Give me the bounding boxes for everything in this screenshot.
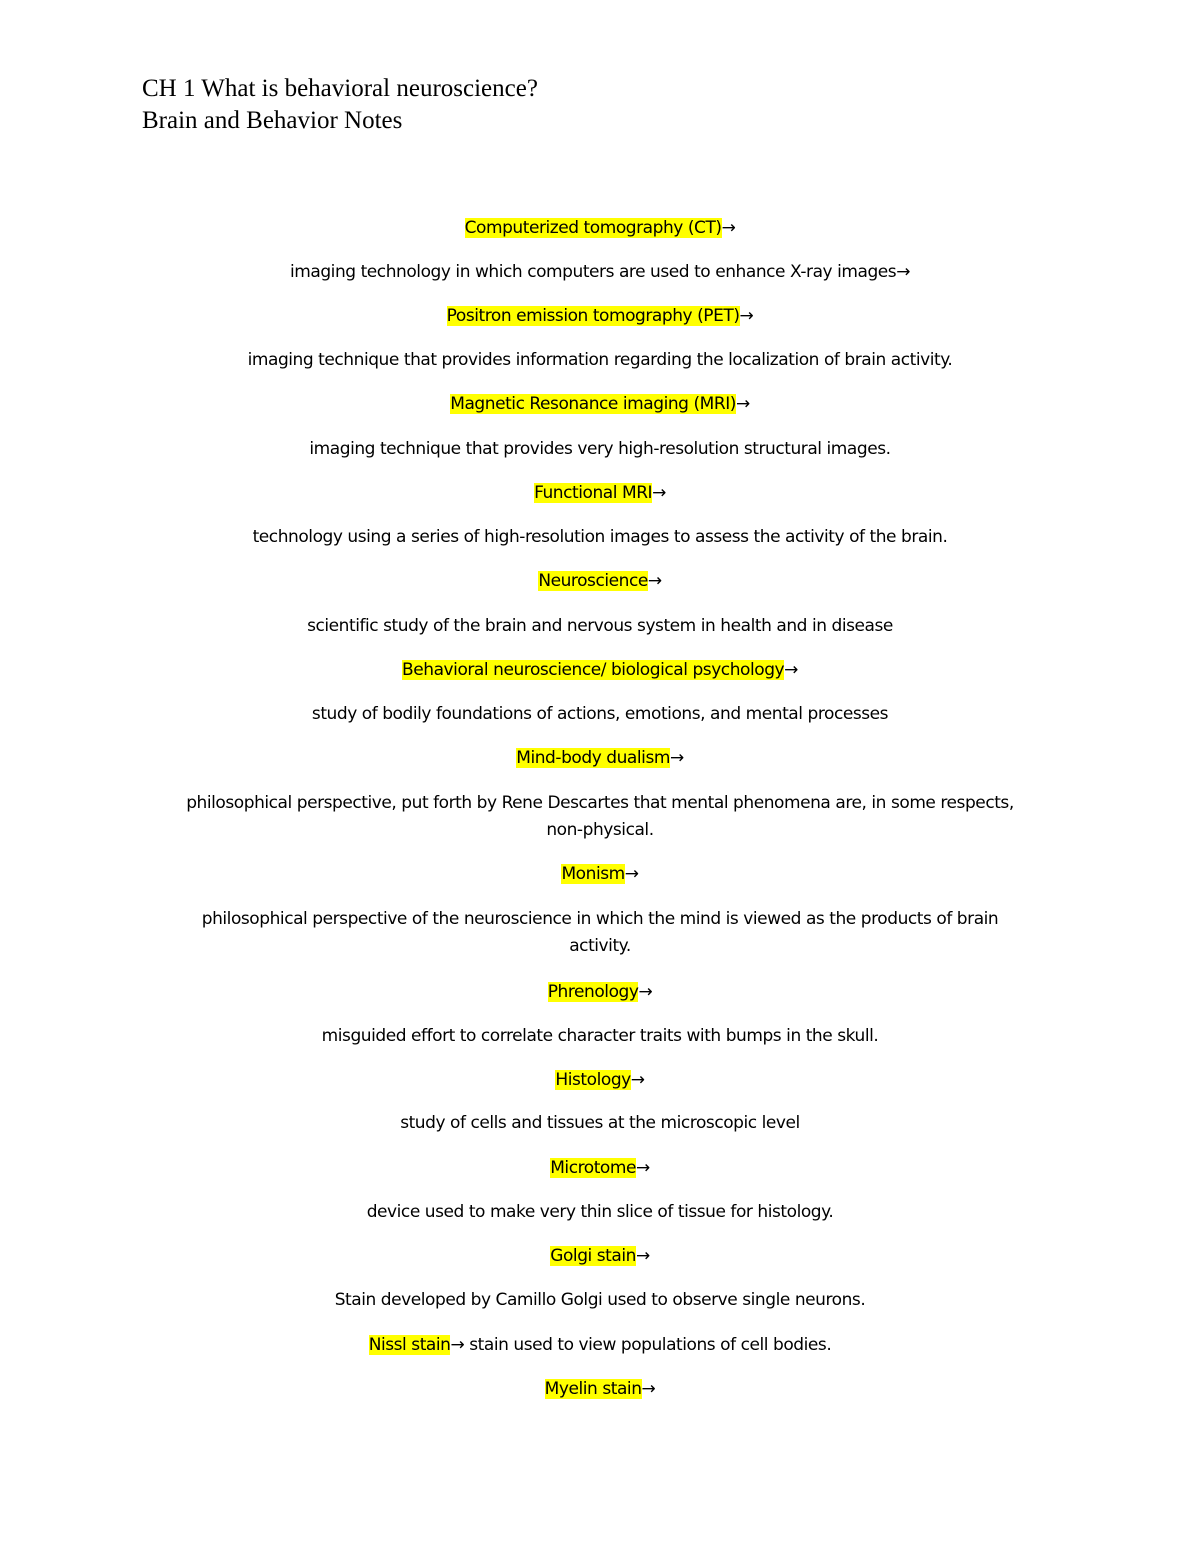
definition-text: study of bodily foundations of actions, emotions, and mental processes [311,704,889,724]
definition-text: activity. [569,936,631,956]
definition-mind-body-dualism-line2 [140,816,1060,844]
term-label: Nissl stain [368,1335,451,1355]
term-label: Monism [561,864,625,884]
arrow-icon: → [739,306,754,326]
term-behavioral-neuroscience [140,656,1060,684]
definition-text: stain used to view populations of cell bodies. [469,1335,832,1355]
term-label: Histology [555,1070,631,1090]
term-neuroscience [140,567,1060,595]
term-label: Phrenology [547,982,639,1002]
arrow-icon: → [735,394,750,414]
arrow-icon: → [669,748,684,768]
arrow-icon: → [630,1070,645,1090]
arrow-icon: → [721,218,736,238]
arrow-icon: → [624,864,639,884]
definition-mind-body-dualism-line1 [140,789,1060,817]
term-phrenology [140,978,1060,1006]
definition-text: imaging technology in which computers are used to enhance X-ray images [289,262,897,282]
term-microtome [140,1154,1060,1182]
term-monism [140,860,1060,888]
definition-golgi-stain [140,1286,1060,1314]
term-label: Computerized tomography (CT) [464,218,722,238]
term-golgi-stain [140,1242,1060,1270]
definition-fmri [140,523,1060,551]
term-label: Myelin stain [544,1379,642,1399]
term-label: Microtome [550,1158,636,1178]
term-label: Functional MRI [534,483,653,503]
definition-text: imaging technique that provides very high-resolution structural images. [309,439,891,459]
definition-mri [140,435,1060,463]
arrow-icon: → [641,1379,656,1399]
chapter-title: CH 1 What is behavioral neuroscience? [142,75,538,102]
definition-monism-line1 [140,905,1060,933]
definition-text: philosophical perspective of the neuroscience in which the mind is viewed as the products of brain [201,909,999,929]
definition-text: study of cells and tissues at the microscopic level [400,1113,800,1133]
notes-subtitle: Brain and Behavior Notes [142,107,403,134]
term-label: Mind-body dualism [516,748,670,768]
term-pet [140,302,1060,330]
definition-text: imaging technique that provides information regarding the localization of brain activity. [247,350,953,370]
arrow-icon: → [636,1158,650,1178]
definition-text: misguided effort to correlate character traits with bumps in the skull. [321,1026,879,1046]
definition-neuroscience [140,612,1060,640]
definition-microtome [140,1198,1060,1226]
arrow-icon: → [647,571,662,591]
definition-histology [140,1109,1060,1137]
definition-ct [140,258,1060,286]
definition-text: device used to make very thin slice of tissue for histology. [366,1202,834,1222]
definition-pet [140,346,1060,374]
definition-monism-line2 [140,932,1060,960]
term-myelin-stain [140,1375,1060,1403]
definition-text: technology using a series of high-resolution images to assess the activity of the brain. [252,527,948,547]
term-mri [140,390,1060,418]
definition-text: Stain developed by Camillo Golgi used to observe single neurons. [334,1290,866,1310]
term-label: Positron emission tomography (PET) [446,306,740,326]
definition-text: non-physical. [546,820,654,840]
term-label: Golgi stain [550,1246,636,1266]
definition-behavioral-neuroscience [140,700,1060,728]
term-histology [140,1066,1060,1094]
arrow-icon: → [635,1246,650,1266]
arrow-icon: → [896,262,911,282]
definition-text: scientific study of the brain and nervous system in health and in disease [307,616,893,636]
arrow-icon: → [652,483,666,503]
term-label: Magnetic Resonance imaging (MRI) [450,394,736,414]
term-fmri [140,479,1060,507]
arrow-icon: → [638,982,653,1002]
arrow-icon: → [450,1335,465,1355]
definition-phrenology [140,1022,1060,1050]
term-label: Behavioral neuroscience/ biological psychology [402,660,785,680]
definition-text: philosophical perspective, put forth by Rene Descartes that mental phenomena are, in some respects, [186,793,1014,813]
term-nissl-stain [140,1331,1060,1359]
arrow-icon: → [784,660,798,680]
term-ct [140,214,1060,242]
term-label: Neuroscience [538,571,648,591]
term-mind-body-dualism [140,744,1060,772]
